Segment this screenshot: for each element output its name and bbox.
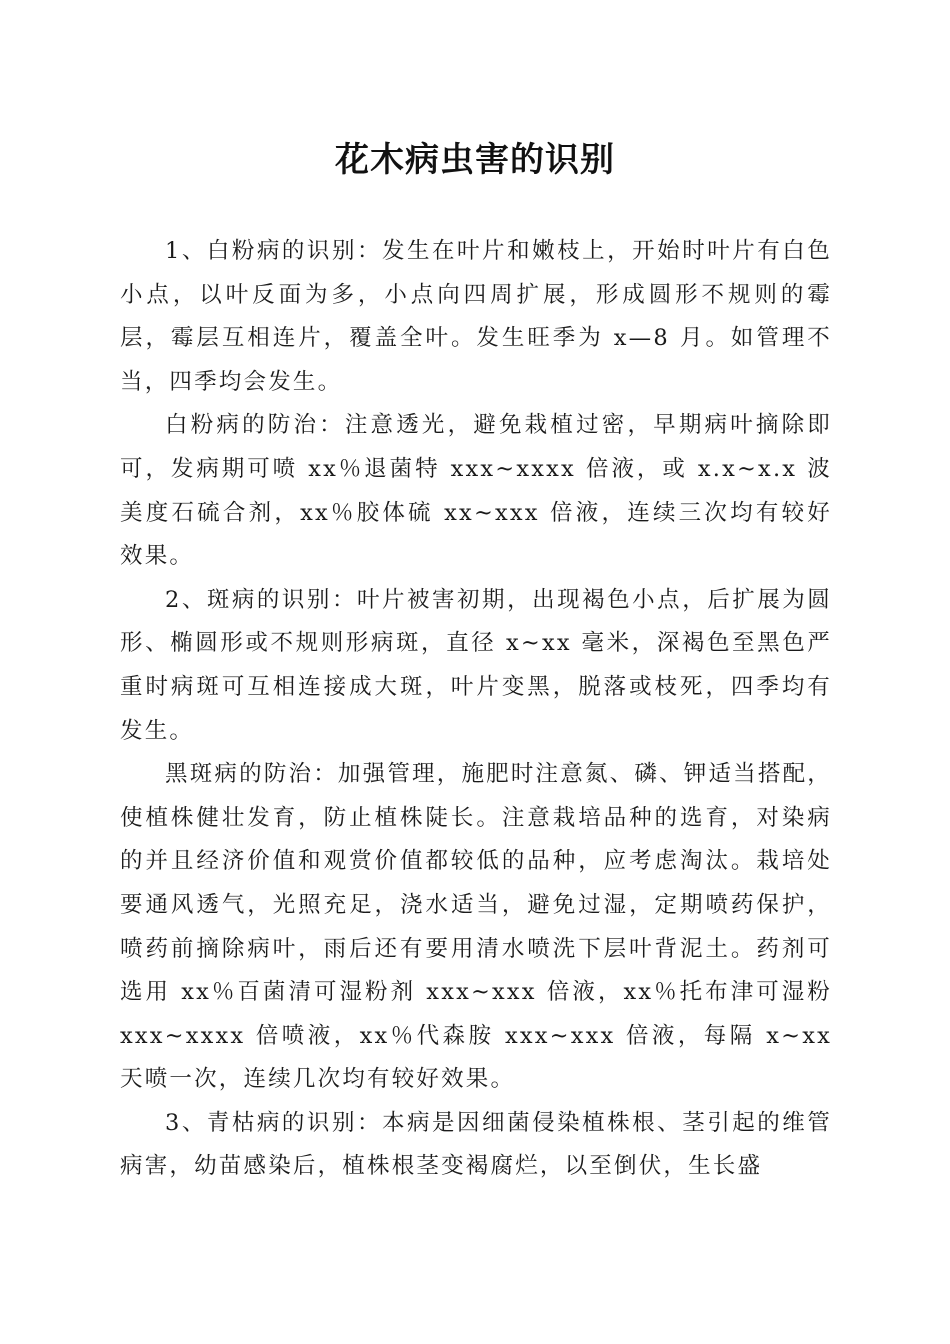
- document-body: [120, 230, 832, 1189]
- document-title: 花木病虫害的识别: [335, 140, 615, 180]
- paragraph-powdery-mildew-control: 白粉病的防治：注意透光，避免栽植过密，早期病叶摘除即可，发病期可喷 xx％退菌特 xxx~xxxx 倍液，或 x.x~x.x 波美度石硫合剂，xx％胶体硫 xx~xxx 倍液，连续三次均有较好效果。: [120, 412, 832, 570]
- paragraph-bacterial-wilt-identification: 3、青枯病的识别：本病是因细菌侵染植株根、茎引起的维管病害，幼苗感染后，植株根茎变褐腐烂，以至倒伏，生长盛: [120, 1109, 832, 1180]
- paragraph-leaf-spot-identification: 2、斑病的识别：叶片被害初期，出现褐色小点，后扩展为圆形、椭圆形或不规则形病斑，直径 x~xx 毫米，深褐色至黑色严重时病斑可互相连接成大斑，叶片变黑，脱落或枝死，四季均有发生。: [120, 586, 832, 744]
- paragraph-powdery-mildew-identification: 1、白粉病的识别：发生在叶片和嫩枝上，开始时叶片有白色小点，以叶反面为多，小点向四周扩展，形成圆形不规则的霉层，霉层互相连片，覆盖全叶。发生旺季为 x—8 月。如管理不当，四季均会发生。: [120, 238, 832, 395]
- paragraph-black-spot-control: 黑斑病的防治：加强管理，施肥时注意氮、磷、钾适当搭配，使植株健壮发育，防止植株陡长。注意栽培品种的选育，对染病的并且经济价值和观赏价值都较低的品种，应考虑淘汰。栽培处要通风透气，光照充足，浇水适当，避免过湿，定期喷药保护，喷药前摘除病叶，雨后还有要用清水喷洗下层叶背泥土。药剂可选用 xx％百菌清可湿粉剂 xxx~xxx 倍液，xx％托布津可湿粉 xxx~xxxx 倍喷液，xx％代森胺 xxx~xxx 倍液，每隔 x~xx 天喷一次，连续几次均有较好效果。: [120, 761, 832, 1093]
